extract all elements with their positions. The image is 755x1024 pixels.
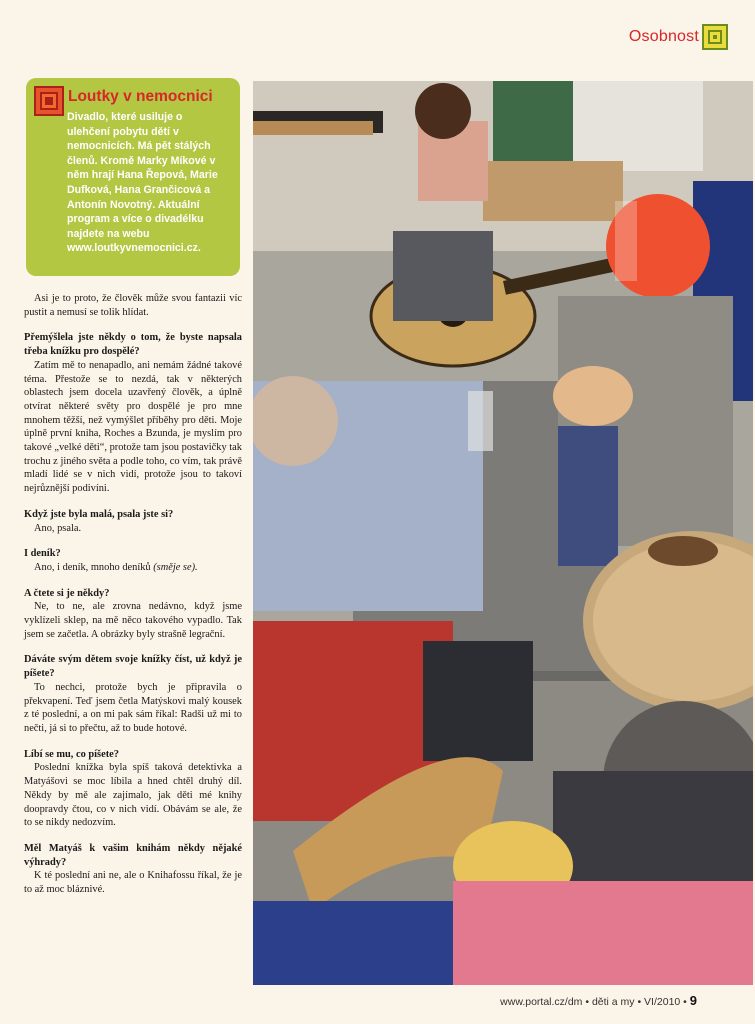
answer-aside: (směje se). <box>153 561 198 573</box>
article-photo <box>253 81 753 985</box>
sidebox <box>26 78 240 276</box>
article-column <box>24 292 242 897</box>
concentric-square-icon <box>34 86 64 116</box>
question: A čtete si je někdy? <box>24 587 110 599</box>
concentric-square-icon <box>702 24 728 50</box>
answer: To nechci, protože bych je připravila o překvapení. Teď jsem četla Matýskovi malý kousek z té poslední, a on mi pak sám říkal: Radši už mi to nečti, já si to přečtu, až to bude hotové. <box>24 681 242 734</box>
footer-text: www.portal.cz/dm • děti a my • VI/2010 • <box>500 996 687 1008</box>
answer: Zatím mě to nenapadlo, ani nemám žádné takové téma. Přestože se to nezdá, tak v některých oblastech jsem docela uzavřený člověk, a úplně otvírat některé světy pro dospělé je pro mne mnohem těžší, než vymýšlet příběhy pro děti. Moje úplně první kniha, Roches a Bzunda, je myslím pro takové „velké děti“, protože tam jsou postavičky tak trochu z jiného světa a podle toho, co vím, tak právě mladí lidé se v nich vidí, protože jsou to takoví nejrůznější podivíni. <box>24 359 242 495</box>
answer <box>24 561 242 575</box>
question: Když jste byla malá, psala jste si? <box>24 508 174 520</box>
question: Měl Matyáš k vašim knihám někdy nějaké výhrady? <box>24 842 242 868</box>
answer: Poslední knížka byla spíš taková detektivka a Matyášovi se moc líbila a hned chtěl druhý díl. Někdy by mě ale zajímalo, jak děti mé knihy doopravdy čtou, co v nich vidí. Obávám se ale, že to se nikdy nedozvím. <box>24 762 242 829</box>
sidebox-title: Loutky v nemocnici <box>68 88 213 105</box>
page-number: 9 <box>689 993 697 1008</box>
answer-text: Ano, i deník, mnoho deníků <box>34 561 151 573</box>
answer: K té poslední ani ne, ale o Knihafossu říkal, že je to až moc bláznivé. <box>24 870 242 896</box>
article-intro: Asi je to proto, že člověk může svou fantazii víc pustit a nemusí se tolik hlídat. <box>24 293 242 318</box>
sidebox-text: Divadlo, které usiluje o ulehčení pobytu dětí v nemocnicích. Má pět stálých členů. Kromě Marky Míkové v něm hrají Hana Řepová, Marie Dufková, Hana Grančicová a Antonín Novotný. Aktuální program a více o divadélku najdete na webu www.loutkyvnemocnici.cz. <box>67 111 218 255</box>
section-header <box>629 28 699 46</box>
photo-illustration <box>253 81 753 985</box>
question: Přemýšlela jste někdy o tom, že byste napsala třeba knížku pro dospělé? <box>24 332 242 358</box>
answer: Ne, to ne, ale zrovna nedávno, když jsme vyklízeli sklep, na mě něco takového vypadlo. Tak jsem se začetla. A obrázky byly strašně legrační. <box>24 601 242 640</box>
question: Líbí se mu, co píšete? <box>24 748 119 760</box>
page-footer <box>500 993 697 1008</box>
question: Dáváte svým dětem svoje knížky číst, už když je píšete? <box>24 654 242 680</box>
question: I deník? <box>24 548 61 560</box>
section-label: Osobnost <box>628 28 699 45</box>
answer: Ano, psala. <box>34 522 82 534</box>
